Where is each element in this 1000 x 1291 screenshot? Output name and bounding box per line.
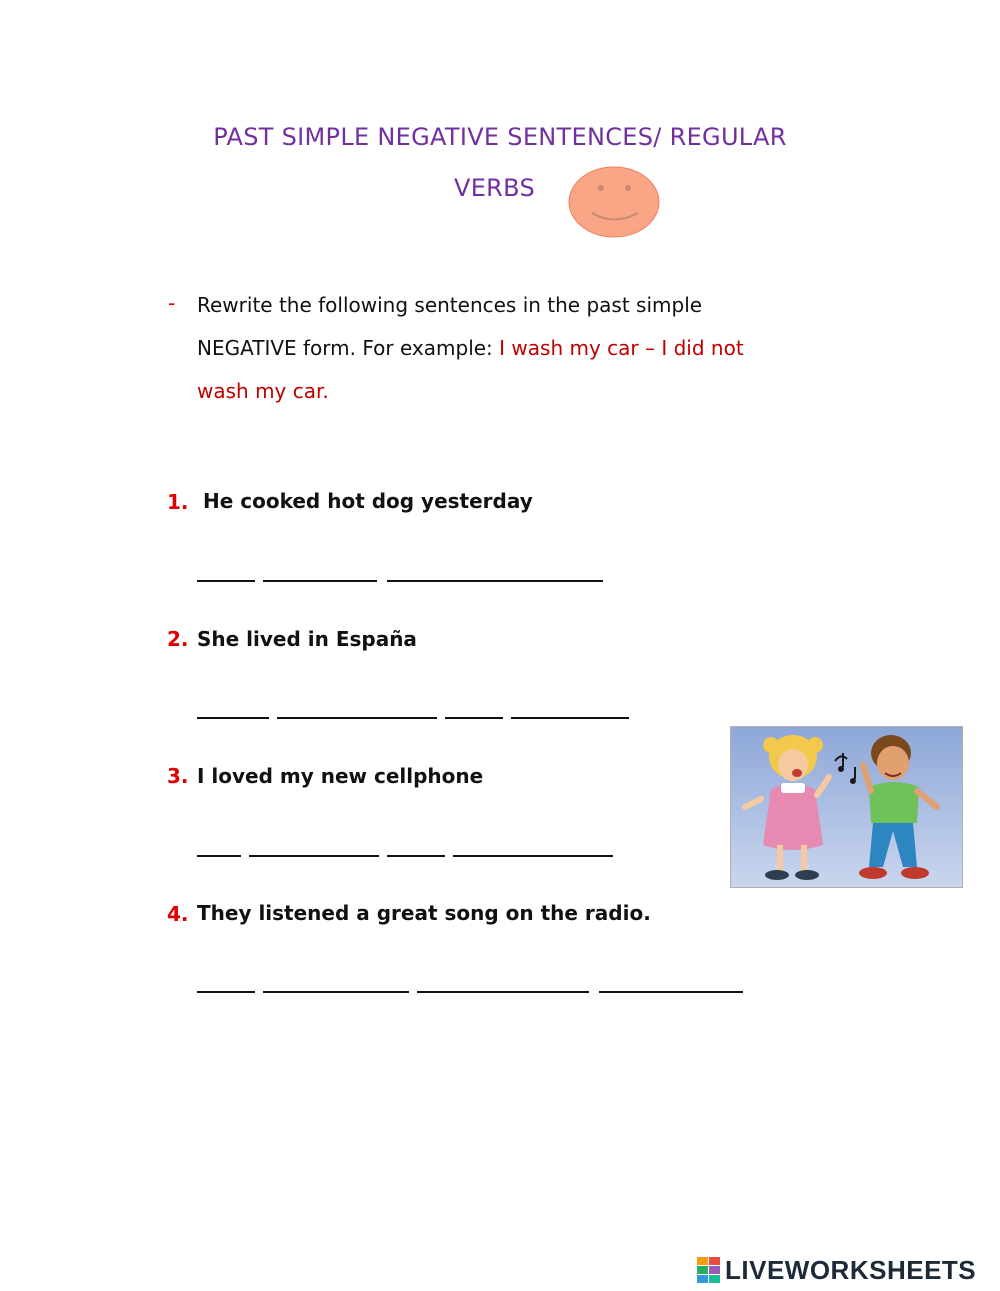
instruction-line2 [197, 327, 897, 370]
answer-blank[interactable] [277, 717, 437, 719]
answer-blank[interactable] [453, 855, 613, 857]
item-sentence-2: She lived in España [197, 627, 417, 651]
answer-blank[interactable] [197, 855, 241, 857]
answer-blank[interactable] [249, 855, 379, 857]
liveworksheets-logo[interactable] [697, 1253, 976, 1287]
answer-blank[interactable] [197, 717, 269, 719]
item-sentence-3: I loved my new cellphone [197, 764, 484, 788]
children-listening-music-illustration [730, 726, 963, 888]
answer-blank[interactable] [387, 580, 603, 582]
worksheet-title-line2: VERBS [454, 174, 536, 202]
item-sentence-1: He cooked hot dog yesterday [203, 489, 533, 513]
item-number-3: 3. [167, 764, 189, 788]
answer-blank[interactable] [387, 855, 445, 857]
liveworksheets-blocks-icon [697, 1257, 721, 1283]
answer-blank[interactable] [417, 991, 589, 993]
answer-blank[interactable] [263, 991, 409, 993]
answer-blank[interactable] [197, 580, 255, 582]
logo-text: LIVEWORKSHEETS [725, 1254, 977, 1285]
instruction-text-b: NEGATIVE form. For example: [197, 336, 500, 360]
instruction-line3 [197, 370, 897, 413]
answer-blank[interactable] [263, 580, 377, 582]
item-number-2: 2. [167, 627, 189, 651]
worksheet-title-line1: PAST SIMPLE NEGATIVE SENTENCES/ REGULAR [213, 123, 787, 151]
instruction-text-a: Rewrite the following sentences in the past simple [197, 293, 703, 317]
item-sentence-4: They listened a great song on the radio. [197, 901, 651, 925]
instruction-bullet: - [168, 291, 176, 315]
answer-blank[interactable] [511, 717, 629, 719]
instruction-example-a: I wash my car – I did not [499, 336, 744, 360]
instruction-example-b: wash my car. [197, 379, 329, 403]
instruction-line1 [197, 284, 897, 327]
item-number-1: 1. [167, 490, 189, 514]
answer-blank[interactable] [599, 991, 743, 993]
answer-blank[interactable] [197, 991, 255, 993]
item-number-4: 4. [167, 902, 189, 926]
smiley-face-icon [568, 166, 660, 238]
answer-blank[interactable] [445, 717, 503, 719]
